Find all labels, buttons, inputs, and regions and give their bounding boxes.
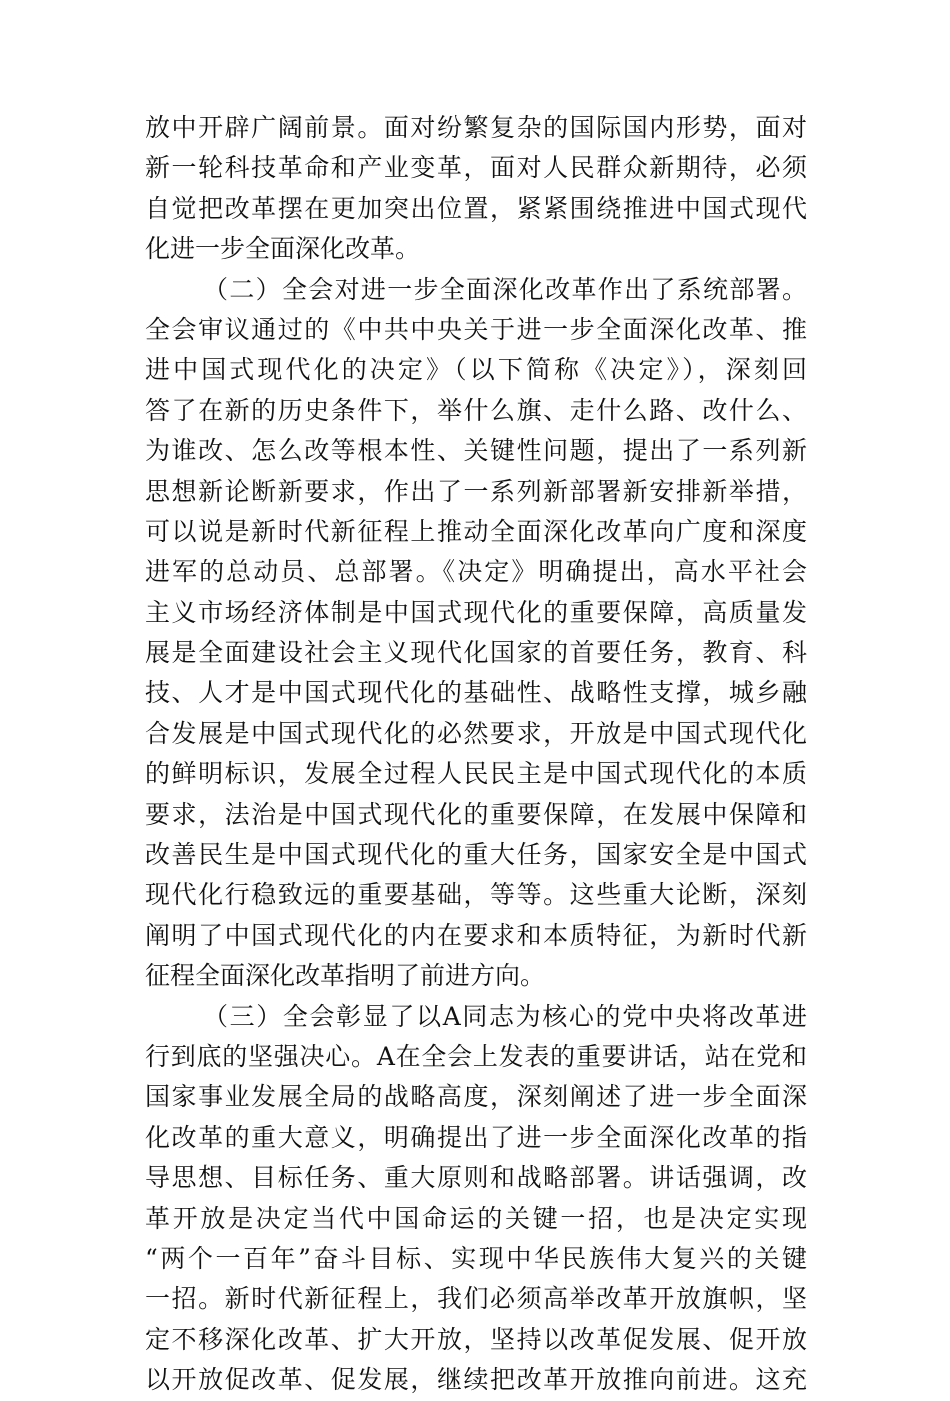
text-line: 合发展是中国式现代化的必然要求，开放是中国式现代化 [145, 718, 807, 748]
text-line: 以开放促改革、促发展，继续把改革开放推向前进。这充 [145, 1365, 807, 1395]
document-body [145, 108, 807, 1401]
text-line: 放中开辟广阔前景。面对纷繁复杂的国际国内形势，面对 [145, 113, 807, 142]
text-line: 改善民生是中国式现代化的重大任务，国家安全是中国式 [145, 840, 807, 870]
text-line: 全会审议通过的《中共中央关于进一步全面深化改革、推 [145, 314, 807, 344]
text-line: 征程全面深化改革指明了前进方向。 [145, 961, 546, 991]
text-line: 进军的总动员、总部署。《决定》明确提出，高水平社会 [145, 557, 807, 587]
text-line: 要求，法治是中国式现代化的重要保障，在发展中保障和 [145, 799, 807, 829]
text-line: 行到底的坚强决心。A在全会上发表的重要讲话，站在党和 [145, 1041, 807, 1071]
text-line: 展是全面建设社会主义现代化国家的首要任务，教育、科 [145, 638, 807, 668]
text-line: 革开放是决定当代中国命运的关键一招，也是决定实现 [145, 1203, 807, 1233]
text-line: 思想新论断新要求，作出了一系列新部署新安排新举措， [145, 476, 807, 506]
text-line: （二）全会对进一步全面深化改革作出了系统部署。 [203, 274, 807, 304]
text-line: 阐明了中国式现代化的内在要求和本质特征，为新时代新 [145, 920, 807, 950]
text-line: 定不移深化改革、扩大开放，坚持以改革促发展、促开放 [145, 1324, 807, 1354]
text-line: 自觉把改革摆在更加突出位置，紧紧围绕推进中国式现代 [145, 193, 807, 223]
text-line: 进中国式现代化的决定》（以下简称《决定》），深刻回 [145, 355, 807, 385]
text-line: 为谁改、怎么改等根本性、关键性问题，提出了一系列新 [145, 436, 807, 466]
text-line: 技、人才是中国式现代化的基础性、战略性支撑，城乡融 [145, 678, 807, 708]
text-line: 导思想、目标任务、重大原则和战略部署。讲话强调，改 [145, 1163, 807, 1193]
text-line: “两个一百年”奋斗目标、实现中华民族伟大复兴的关键 [145, 1243, 807, 1273]
text-line: 的鲜明标识，发展全过程人民民主是中国式现代化的本质 [145, 759, 807, 789]
text-line: 答了在新的历史条件下，举什么旗、走什么路、改什么、 [145, 395, 807, 425]
text-line: 国家事业发展全局的战略高度，深刻阐述了进一步全面深 [145, 1082, 807, 1112]
text-line: 化进一步全面深化改革。 [145, 234, 421, 264]
text-line: 一招。新时代新征程上，我们必须高举改革开放旗帜，坚 [145, 1284, 807, 1314]
text-line: 现代化行稳致远的重要基础，等等。这些重大论断，深刻 [145, 880, 807, 910]
text-line: 新一轮科技革命和产业变革，面对人民群众新期待，必须 [145, 153, 807, 183]
text-line: 主义市场经济体制是中国式现代化的重要保障，高质量发 [145, 597, 807, 627]
text-line: 可以说是新时代新征程上推动全面深化改革向广度和深度 [145, 516, 807, 546]
text-line: （三）全会彰显了以A同志为核心的党中央将改革进 [203, 1001, 807, 1031]
text-line: 化改革的重大意义，明确提出了进一步全面深化改革的指 [145, 1122, 807, 1152]
